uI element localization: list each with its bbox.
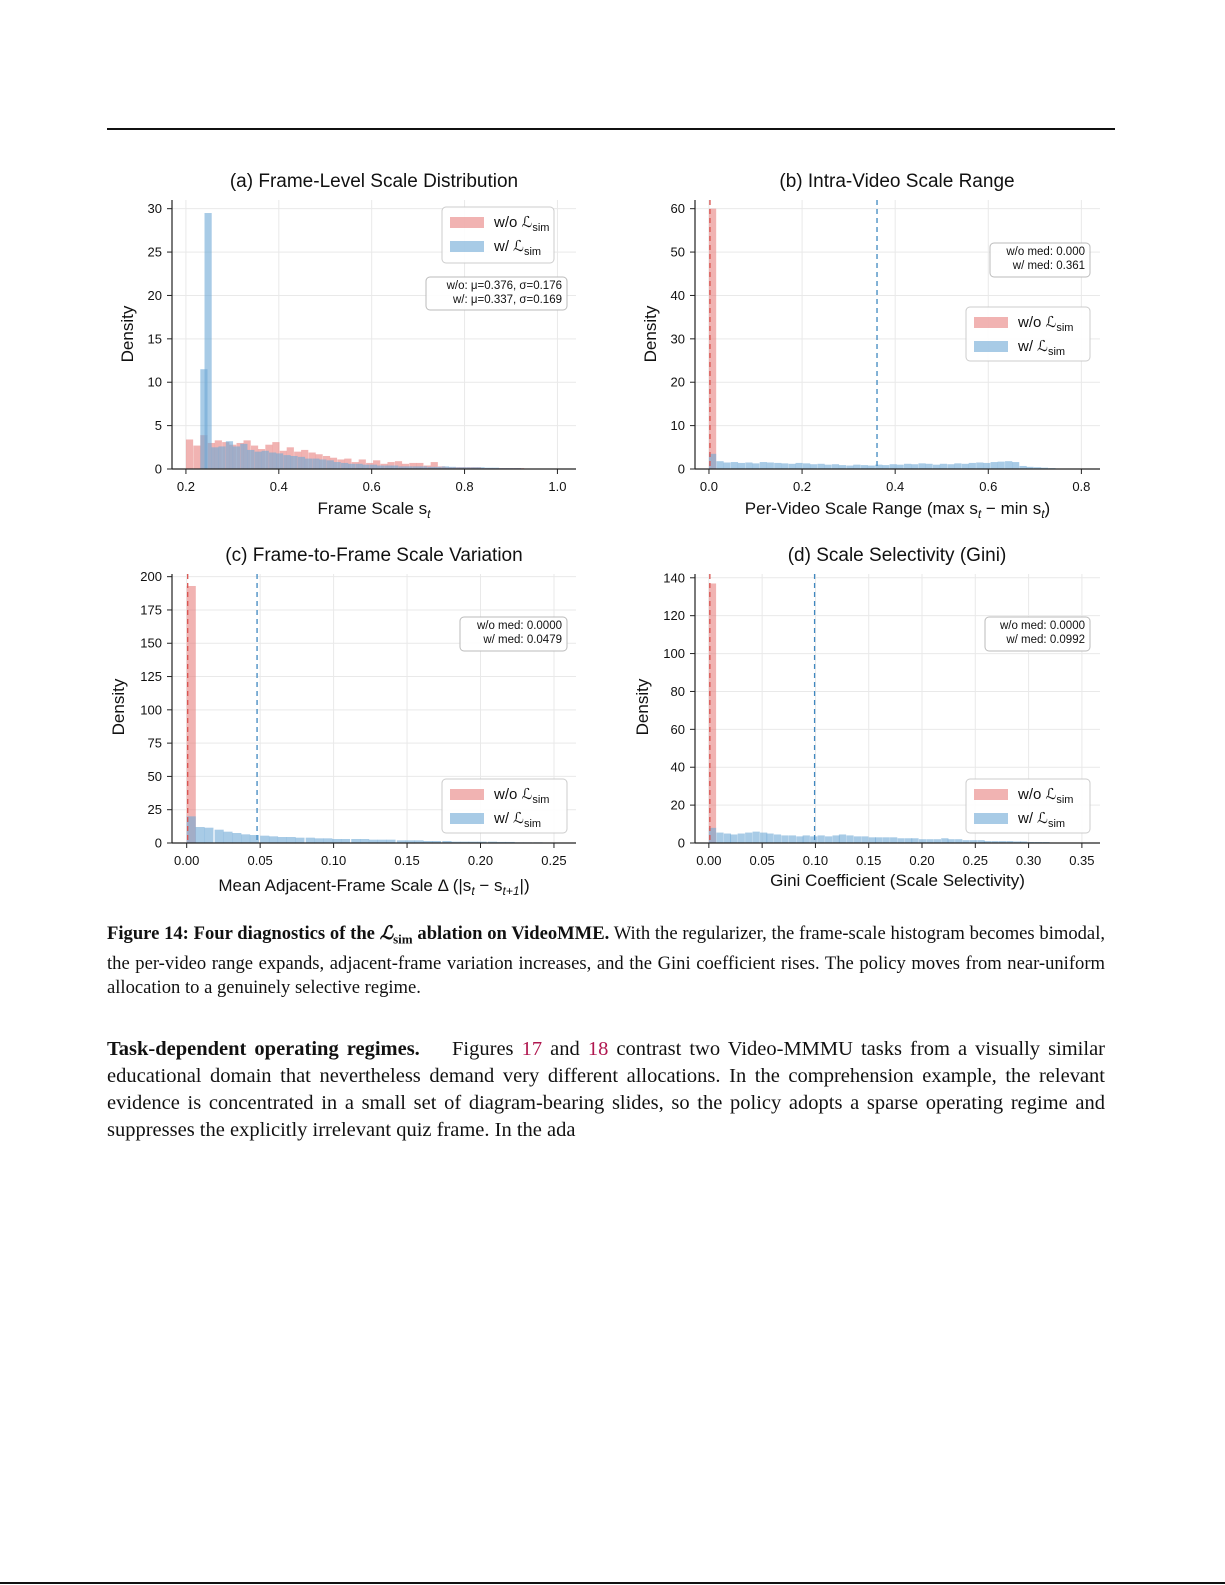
bar-with-sim xyxy=(205,213,212,469)
bar-with-sim xyxy=(789,464,796,469)
bar-with-sim xyxy=(969,463,976,469)
bar-with-sim xyxy=(796,836,803,843)
y-tick-label: 150 xyxy=(140,635,162,651)
bar-with-sim xyxy=(752,463,759,469)
legend-swatch-without-sim xyxy=(974,317,1008,328)
bar-without-sim xyxy=(187,586,196,843)
bar-with-sim xyxy=(962,464,969,469)
bar-with-sim xyxy=(204,828,213,843)
panel-title: (d) Scale Selectivity (Gini) xyxy=(787,545,1007,566)
y-tick-label: 40 xyxy=(670,287,685,303)
bar-with-sim xyxy=(803,835,810,843)
bar-with-sim xyxy=(869,837,876,843)
y-tick-label: 5 xyxy=(154,418,162,434)
figure-caption xyxy=(107,922,1105,1000)
y-tick-label: 50 xyxy=(147,768,162,784)
bar-with-sim xyxy=(306,838,315,843)
bar-with-sim xyxy=(839,834,846,843)
bar-with-sim xyxy=(810,836,817,843)
x-axis-label: Per-Video Scale Range (max $s_t - \min s_t$) xyxy=(744,499,1051,521)
x-tick-label: 0.8 xyxy=(1072,479,1091,494)
bar-with-sim xyxy=(832,835,839,843)
bar-with-sim xyxy=(925,464,932,469)
y-tick-label: 20 xyxy=(147,287,162,303)
bar-without-sim xyxy=(193,446,200,469)
bar-with-sim xyxy=(323,838,332,843)
stats-line: w/o med: 0.000 xyxy=(1006,246,1085,258)
bar-with-sim xyxy=(941,838,948,843)
legend xyxy=(966,779,1090,833)
legend-swatch-with-sim xyxy=(974,341,1008,352)
bar-with-sim xyxy=(991,462,998,469)
panel-title: (c) Frame-to-Frame Scale Variation xyxy=(225,545,523,566)
bar-with-sim xyxy=(911,464,918,469)
bar-with-sim xyxy=(269,453,276,469)
bar-with-sim xyxy=(760,833,767,843)
body-paragraph: Task-dependent operating regimes. Figures 17 and 18 contrast two Video-MMMU tasks from a visually similar educational domain that nevertheless demand very different allocations. In the comprehension example, the relevant evidence is concentrated in a small set of diagram-bearing slides, so the policy adopts a sparse operating regime and suppresses the explicitly irrelevant quiz frame. In the ada xyxy=(107,1038,1105,1141)
bar-with-sim xyxy=(998,462,1005,469)
y-tick-label: 30 xyxy=(670,331,685,347)
bar-with-sim xyxy=(232,833,241,843)
x-tick-label: 0.25 xyxy=(962,853,988,868)
x-tick-label: 0.00 xyxy=(696,853,722,868)
y-tick-label: 100 xyxy=(663,646,685,662)
stats-line: w/ med: 0.0992 xyxy=(1006,634,1085,646)
y-tick-label: 120 xyxy=(663,608,685,624)
bar-with-sim xyxy=(767,462,774,469)
caption-text: With the regularizer, the frame-scale histogram becomes bimodal, the per-video range expands, adjacent-frame variation increases, and the Gini coefficient rises. The policy moves from near-uniform allocation to a genuinely selective regime. xyxy=(107,923,1106,998)
bar-with-sim xyxy=(1005,461,1012,469)
bar-with-sim xyxy=(853,465,860,469)
legend-label-without-sim: w/o ℒ$_{sim}$ xyxy=(1018,314,1074,334)
bar-with-sim xyxy=(940,464,947,469)
legend-label-without-sim: w/o ℒ$_{sim}$ xyxy=(494,786,550,806)
stats-line: w/o: μ=0.376, σ=0.176 xyxy=(446,280,562,292)
y-tick-label: 50 xyxy=(670,244,685,260)
y-tick-label: 200 xyxy=(140,569,162,585)
y-tick-label: 175 xyxy=(140,602,162,618)
legend-swatch-without-sim xyxy=(450,217,484,228)
x-tick-label: 0.05 xyxy=(749,853,775,868)
bar-without-sim xyxy=(186,439,193,469)
y-tick-label: 10 xyxy=(670,418,685,434)
x-tick-label: 0.2 xyxy=(176,479,195,494)
bar-with-sim xyxy=(781,835,788,843)
y-tick-label: 40 xyxy=(670,759,685,775)
bar-with-sim xyxy=(898,838,905,843)
bar-with-sim xyxy=(283,455,290,469)
bar-with-sim xyxy=(817,464,824,469)
bar-with-sim xyxy=(905,838,912,843)
bar-with-sim xyxy=(796,463,803,469)
stats-box xyxy=(985,617,1090,651)
bar-with-sim xyxy=(789,835,796,843)
x-tick-label: 0.25 xyxy=(541,853,567,868)
bar-with-sim xyxy=(911,838,918,843)
bar-with-sim xyxy=(724,834,731,843)
bar-with-sim xyxy=(370,465,377,469)
bar-with-sim xyxy=(255,452,262,469)
y-tick-label: 100 xyxy=(140,702,162,718)
bar-with-sim xyxy=(890,837,897,843)
stats-box xyxy=(426,277,567,310)
stats-line: w/ med: 0.361 xyxy=(1012,260,1085,272)
y-tick-label: 75 xyxy=(147,735,162,751)
stats-box xyxy=(460,617,567,651)
y-tick-label: 0 xyxy=(677,835,685,851)
bar-with-sim xyxy=(731,462,738,469)
bar-with-sim xyxy=(947,464,954,469)
chart-panel-d xyxy=(633,545,1100,890)
bar-with-sim xyxy=(818,835,825,843)
stats-line: w/: μ=0.337, σ=0.169 xyxy=(453,294,562,306)
bar-with-sim xyxy=(897,465,904,469)
x-tick-label: 0.10 xyxy=(320,853,347,868)
bar-with-sim xyxy=(716,461,723,469)
y-tick-label: 30 xyxy=(147,201,162,217)
bar-with-sim xyxy=(774,463,781,469)
bar-with-sim xyxy=(883,837,890,843)
bar-with-sim xyxy=(334,462,341,469)
bar-with-sim xyxy=(904,464,911,469)
y-tick-label: 0 xyxy=(677,461,685,477)
x-tick-label: 0.30 xyxy=(1015,853,1042,868)
bar-with-sim xyxy=(781,463,788,469)
bar-with-sim xyxy=(290,456,297,469)
bar-with-sim xyxy=(196,827,205,843)
bar-with-sim xyxy=(918,463,925,469)
y-tick-label: 0 xyxy=(154,835,162,851)
bar-with-sim xyxy=(824,465,831,469)
y-tick-label: 140 xyxy=(663,570,685,586)
bar-with-sim xyxy=(716,833,723,843)
x-axis-label: Frame Scale $s_t$ xyxy=(317,499,431,521)
bar-with-sim xyxy=(875,465,882,469)
panel-title: (b) Intra-Video Scale Range xyxy=(779,171,1015,192)
bar-with-sim xyxy=(730,834,737,843)
bar-with-sim xyxy=(312,459,319,469)
bar-with-sim xyxy=(723,462,730,469)
x-tick-label: 0.10 xyxy=(802,853,829,868)
bar-with-sim xyxy=(262,451,269,469)
bar-with-sim xyxy=(276,453,283,469)
bar-with-sim xyxy=(861,836,868,843)
stats-line: w/ med: 0.0479 xyxy=(483,634,562,646)
bar-with-sim xyxy=(832,464,839,469)
bar-with-sim xyxy=(218,446,225,469)
stats-box xyxy=(990,243,1090,277)
bar-with-sim xyxy=(738,834,745,843)
bar-with-sim xyxy=(348,464,355,469)
x-tick-label: 0.00 xyxy=(174,853,200,868)
stats-line: w/o med: 0.0000 xyxy=(999,620,1085,632)
y-tick-label: 80 xyxy=(670,683,685,699)
bar-with-sim xyxy=(1012,462,1019,469)
bar-with-sim xyxy=(854,836,861,843)
legend-swatch-without-sim xyxy=(450,789,484,800)
legend-label-with-sim: w/ ℒ$_{sim}$ xyxy=(1018,338,1066,358)
y-tick-label: 60 xyxy=(670,201,685,217)
y-axis-label: Density xyxy=(109,678,128,736)
bar-with-sim xyxy=(269,836,278,843)
bar-with-sim xyxy=(753,832,760,843)
paragraph-heading: Task-dependent operating regimes. xyxy=(107,1038,420,1060)
legend-label-with-sim: w/ ℒ$_{sim}$ xyxy=(1018,810,1066,830)
caption-label: Figure 14: Four diagnostics of the ℒ$_{sim}$ ablation on VideoMME. xyxy=(107,923,610,947)
legend-label-with-sim: w/ ℒ$_{sim}$ xyxy=(494,238,542,258)
legend-label-without-sim: w/o ℒ$_{sim}$ xyxy=(1018,786,1074,806)
x-tick-label: 0.4 xyxy=(886,479,905,494)
y-tick-label: 25 xyxy=(147,802,162,818)
bar-with-sim xyxy=(745,462,752,469)
legend-label-without-sim: w/o ℒ$_{sim}$ xyxy=(494,214,550,234)
x-tick-label: 1.0 xyxy=(548,479,567,494)
bar-with-sim xyxy=(976,462,983,469)
footer-rule xyxy=(0,1582,1225,1584)
legend-swatch-with-sim xyxy=(450,241,484,252)
y-axis-label: Density xyxy=(118,305,137,363)
x-axis-label: Gini Coefficient (Scale Selectivity) xyxy=(770,871,1025,890)
x-tick-label: 0.6 xyxy=(362,479,381,494)
figure-ref-18[interactable]: 18 xyxy=(587,1038,609,1060)
x-tick-label: 0.4 xyxy=(269,479,288,494)
bar-with-sim xyxy=(825,836,832,843)
y-tick-label: 15 xyxy=(147,331,162,347)
stats-line: w/o med: 0.0000 xyxy=(476,620,562,632)
bar-with-sim xyxy=(875,837,882,843)
bar-with-sim xyxy=(738,463,745,469)
bar-with-sim xyxy=(226,441,233,469)
bar-with-sim xyxy=(260,836,269,843)
y-tick-label: 10 xyxy=(147,374,162,390)
bar-with-sim xyxy=(215,830,224,843)
bar-with-sim xyxy=(211,447,218,469)
y-axis-label: Density xyxy=(641,305,660,363)
bar-with-sim xyxy=(846,835,853,843)
x-tick-label: 0.8 xyxy=(455,479,474,494)
panel-title: (a) Frame-Level Scale Distribution xyxy=(229,171,519,192)
bar-with-sim xyxy=(933,465,940,469)
legend xyxy=(442,779,567,833)
bar-with-sim xyxy=(278,837,287,843)
bar-with-sim xyxy=(247,450,254,469)
x-axis-label: Mean Adjacent-Frame Scale Δ $(|s_t - s_{t+1}|)$ xyxy=(218,876,530,898)
x-tick-label: 0.05 xyxy=(247,853,273,868)
bar-with-sim xyxy=(233,446,240,469)
bar-with-sim xyxy=(810,464,817,469)
chart-panel-b xyxy=(641,171,1100,521)
x-tick-label: 0.0 xyxy=(699,479,719,494)
bar-with-sim xyxy=(327,460,334,469)
x-tick-label: 0.15 xyxy=(856,853,882,868)
y-tick-label: 60 xyxy=(670,721,685,737)
legend-swatch-with-sim xyxy=(450,813,484,824)
bar-with-sim xyxy=(774,834,781,843)
y-tick-label: 25 xyxy=(147,244,162,260)
bar-with-sim xyxy=(295,838,304,843)
chart-panel-c xyxy=(109,545,576,898)
bar-with-sim xyxy=(298,457,305,469)
bar-with-sim xyxy=(319,459,326,469)
x-tick-label: 0.2 xyxy=(793,479,812,494)
legend xyxy=(442,207,554,263)
y-tick-label: 125 xyxy=(140,669,162,685)
y-tick-label: 0 xyxy=(154,461,162,477)
bar-with-sim xyxy=(305,459,312,469)
y-axis-label: Density xyxy=(633,678,652,736)
bar-with-sim xyxy=(240,444,247,469)
x-tick-label: 0.35 xyxy=(1069,853,1095,868)
bar-with-sim xyxy=(241,834,250,843)
legend xyxy=(966,307,1090,361)
y-tick-label: 20 xyxy=(670,374,685,390)
legend-swatch-with-sim xyxy=(974,813,1008,824)
bar-with-sim xyxy=(745,833,752,843)
bar-with-sim xyxy=(341,463,348,469)
bar-with-sim xyxy=(355,464,362,469)
bar-with-sim xyxy=(983,463,990,469)
figure-ref-17[interactable]: 17 xyxy=(521,1038,543,1060)
bar-with-sim xyxy=(766,834,773,843)
bar-with-sim xyxy=(362,465,369,469)
bar-with-sim xyxy=(315,838,324,843)
bar-with-sim xyxy=(890,464,897,469)
bar-with-sim xyxy=(954,463,961,469)
bar-with-sim xyxy=(287,837,296,843)
y-tick-label: 20 xyxy=(670,797,685,813)
x-tick-label: 0.6 xyxy=(979,479,998,494)
x-tick-label: 0.15 xyxy=(394,853,420,868)
chart-panel-a xyxy=(118,171,576,521)
bar-with-sim xyxy=(760,462,767,469)
x-tick-label: 0.20 xyxy=(467,853,494,868)
legend-swatch-without-sim xyxy=(974,789,1008,800)
bar-with-sim xyxy=(223,832,232,843)
legend-label-with-sim: w/ ℒ$_{sim}$ xyxy=(494,810,542,830)
x-tick-label: 0.20 xyxy=(909,853,935,868)
bar-with-sim xyxy=(803,463,810,469)
